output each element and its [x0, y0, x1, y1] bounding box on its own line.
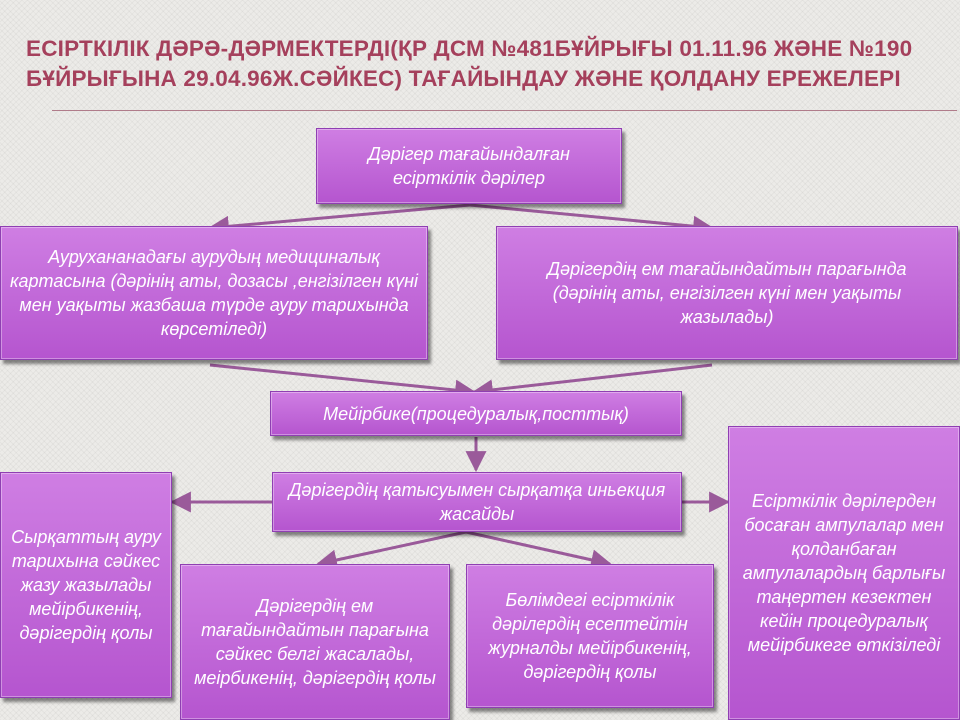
node-injection-text: Дәрігердің қатысуымен сырқатқа иньекция жасайды — [288, 480, 666, 524]
arrow-injection-to-journal — [466, 532, 610, 564]
arrow-injection-to-mark — [318, 532, 466, 564]
node-journal-text: Бөлімдегі есірткілік дәрілердің есептейтін журналды мейірбикенің, дәрігердің қолы — [488, 590, 692, 682]
node-prescribed-drugs — [316, 128, 622, 204]
node-nurse-text: Мейірбике(процедуралық,посттық) — [323, 403, 629, 424]
node-medical-card-text: Аурухананадағы аурудың медициналық картасына (дәрінің аты, дозасы ,енгізілген күні мен уақыты жазбаша түрде ауру тарихында көрсетіледі) — [10, 247, 418, 339]
node-history-record-text: Сырқаттың ауру тарихына сәйкес жазу жазылады мейірбикенің, дәрігердің қолы — [11, 527, 161, 643]
node-injection — [272, 472, 682, 532]
arrow-top-to-medical-card — [210, 205, 470, 228]
node-prescribed-drugs-text: Дәрігер тағайындалған есірткілік дәрілер — [368, 144, 570, 188]
node-nurse — [270, 391, 682, 436]
node-prescription-sheet — [496, 226, 958, 360]
node-history-record — [0, 472, 172, 698]
arrow-prescription-sheet-to-nurse — [474, 365, 712, 392]
node-mark-on-sheet — [180, 564, 450, 720]
node-ampoules — [728, 426, 960, 720]
node-ampoules-text: Есірткілік дәрілерден босаған ампулалар мен қолданбаған ампулалардың барлығы таңертен кезектен кейін процедуралық мейірбикеге өткізіледі — [742, 491, 946, 655]
slide-title: ЕСІРТКІЛІК ДӘРӘ-ДӘРМЕКТЕРДІ(ҚР ДСМ №481БҰЙРЫҒЫ 01.11.96 ЖӘНЕ №190 БҰЙРЫҒЫНА 29.04.96Ж.СӘЙКЕС) ТАҒАЙЫНДАУ ЖӘНЕ ҚОЛДАНУ ЕРЕЖЕЛЕРІ — [26, 36, 913, 91]
arrow-medical-card-to-nurse — [210, 365, 474, 392]
node-medical-card — [0, 226, 428, 360]
arrow-top-to-prescription-sheet — [470, 205, 712, 228]
node-prescription-sheet-text: Дәрігердің ем тағайындайтын парағында (дәрінің аты, енгізілген күні мен уақыты жазылады) — [547, 259, 907, 327]
node-mark-on-sheet-text: Дәрігердің ем тағайындайтын парағына сәйкес белгі жасалады, меірбикенің, дәрігердің қолы — [194, 596, 436, 688]
node-journal — [466, 564, 714, 708]
